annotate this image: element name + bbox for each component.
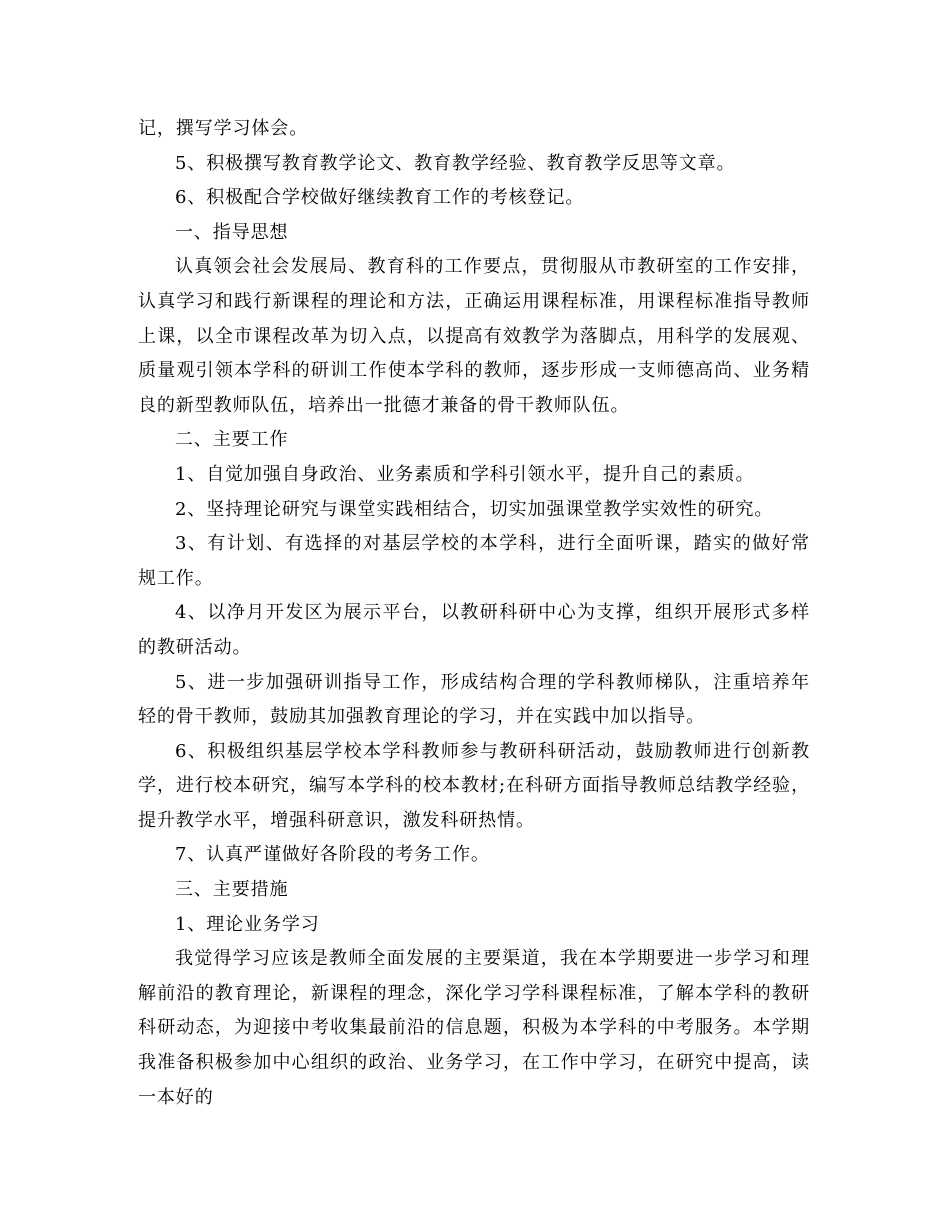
list-item: 6、积极组织基层学校本学科教师参与教研科研活动，鼓励教师进行创新教学，进行校本研究，编写本学科的校本教材;在科研方面指导教师总结教学经验，提升教学水平，增强科研意识，激发科研热情。 xyxy=(138,740,810,831)
paragraph: 我觉得学习应该是教师全面发展的主要渠道，我在本学期要进一步学习和理解前沿的教育理论，新课程的理念，深化学习学科课程标准，了解本学科的教研科研动态，为迎接中考收集最前沿的信息题，积极为本学科的中考服务。本学期我准备积极参加中心组织的政治、业务学习，在工作中学习，在研究中提高，读一本好的 xyxy=(138,948,810,1108)
list-item: 5、进一步加强研训指导工作，形成结构合理的学科教师梯队，注重培养年轻的骨干教师，鼓励其加强教育理论的学习，并在实践中加以指导。 xyxy=(138,671,810,728)
list-item: 4、以净月开发区为展示平台，以教研科研中心为支撑，组织开展形式多样的教研活动。 xyxy=(138,602,810,658)
document-body xyxy=(138,112,810,1115)
section-heading: 三、主要措施 xyxy=(175,879,289,901)
paragraph: 6、积极配合学校做好继续教育工作的考核登记。 xyxy=(175,187,585,209)
paragraph: 5、积极撰写教育教学论文、教育教学经验、教育教学反思等文章。 xyxy=(175,152,736,174)
paragraph: 记，撰写学习体会。 xyxy=(138,118,309,139)
section-heading: 二、主要工作 xyxy=(175,429,289,451)
list-item: 2、坚持理论研究与课堂实践相结合，切实加强课堂教学实效性的研究。 xyxy=(175,498,774,520)
list-item: 3、有计划、有选择的对基层学校的本学科，进行全面听课，踏实的做好常规工作。 xyxy=(138,533,810,589)
section-heading: 一、指导思想 xyxy=(175,221,289,243)
subsection-heading: 1、理论业务学习 xyxy=(175,913,320,935)
list-item: 7、认真严谨做好各阶段的考务工作。 xyxy=(175,844,490,866)
list-item: 1、自觉加强自身政治、业务素质和学科引领水平，提升自己的素质。 xyxy=(175,463,755,485)
paragraph: 认真领会社会发展局、教育科的工作要点，贯彻服从市教研室的工作安排，认真学习和践行新课程的理论和方法，正确运用课程标准，用课程标准指导教师上课，以全市课程改革为切入点，以提高有效教学为落脚点，用科学的发展观、质量观引领本学科的研训工作使本学科的教师，逐步形成一支师德高尚、业务精良的新型教师队伍，培养出一批德才兼备的骨干教师队伍。 xyxy=(138,256,810,416)
